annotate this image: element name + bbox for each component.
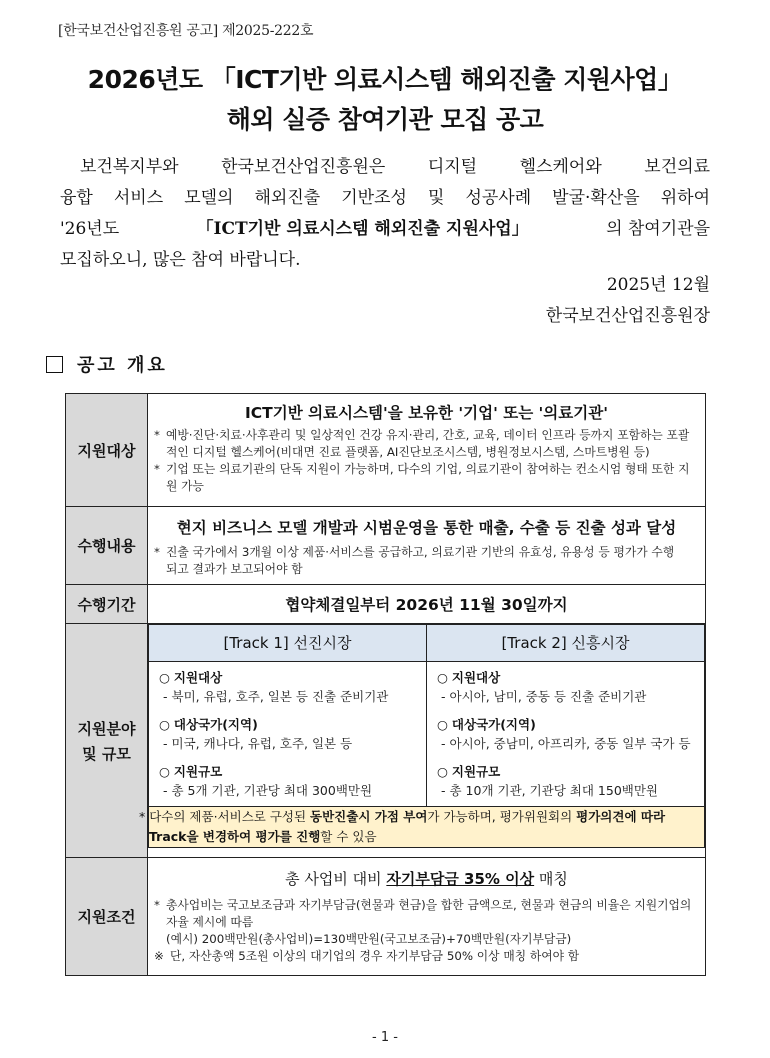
- row-target: [66, 394, 706, 507]
- row-condition: [66, 858, 706, 976]
- track-table: [139, 624, 705, 848]
- title-line-2: 해외 실증 참여기관 모집 공고: [226, 105, 544, 134]
- cell-target: [148, 394, 706, 507]
- label-target: 지원대상: [66, 394, 148, 507]
- track2-country: ○ 대상국가(지역) - 아시아, 중남미, 아프리카, 중동 일부 국가 등: [437, 717, 691, 751]
- announcement-date: 2025년 12월: [606, 275, 710, 295]
- track1-header: [Track 1] 선진시장: [149, 625, 427, 662]
- label-condition: 지원조건: [66, 858, 148, 976]
- target-head: ICT기반 의료시스템'을 보유한 '기업' 또는 '의료기관': [245, 404, 608, 422]
- condition-note-3: ※ 단, 자산총액 5조원 이상의 대기업의 경우 자기부담금 50% 이상 매칭 하여야 함: [154, 949, 580, 963]
- intro-line-1: 보건복지부와 한국보건산업진흥원은 디지털 헬스케어와 보건의료: [80, 157, 710, 177]
- condition-note-1: * 총사업비는 국고보조금과 자기부담금(현물과 현금)을 합한 금액으로, 현물과 현금의 비율은 지원기업의 자율 제시에 따름: [154, 898, 692, 929]
- track2-scale: ○ 지원규모 - 총 10개 기관, 기관당 최대 150백만원: [437, 764, 659, 798]
- condition-head: 총 사업비 대비 자기부담금 35% 이상 매칭: [285, 870, 568, 888]
- label-content: 수행내용: [66, 507, 148, 585]
- target-note-2: * 기업 또는 의료기관의 단독 지원이 가능하며, 다수의 기업, 의료기관이 참여하는 컨소시엄 형태 또한 지원 가능: [154, 462, 690, 493]
- content-head: 현지 비즈니스 모델 개발과 시범운영을 통한 매출, 수출 등 진출 성과 달성: [176, 519, 677, 537]
- cell-condition: [148, 858, 706, 976]
- track2-header: [Track 2] 신흥시장: [427, 625, 705, 662]
- period-value: 협약체결일부터 2026년 11월 30일까지: [285, 596, 568, 614]
- intro-line-3: [60, 216, 710, 242]
- notice-number: [한국보건산업진흥원 공고] 제2025-222호: [58, 23, 314, 39]
- track1-scale: ○ 지원규모 - 총 5개 기관, 기관당 최대 300백만원: [159, 764, 373, 798]
- intro-line-3-prefix: '26년도: [60, 219, 120, 239]
- row-content: [66, 507, 706, 585]
- intro-line-4: 모집하오니, 많은 참여 바랍니다.: [60, 250, 301, 270]
- row-field: [66, 624, 706, 858]
- condition-note-2: (예시) 200백만원(총사업비)=130백만원(국고보조금)+70백만원(자기부담금): [166, 932, 572, 946]
- track-note: * 다수의 제품·서비스로 구성된 동반진출시 가점 부여가 가능하며, 평가위원회의 평가의견에 따라 Track을 변경하여 평가를 진행할 수 있음: [149, 807, 705, 848]
- label-field: 지원분야 및 규모: [66, 624, 148, 858]
- target-note-1: * 예방·진단·치료·사후관리 및 일상적인 건강 유지·관리, 간호, 교육, 데이터 인프라 등까지 포함하는 포괄적인 디지털 헬스케어(비대면 진료 플랫폼, AI진단보조시스템, 병원정보시스템, 스마트병원 등): [154, 428, 690, 459]
- cell-period: [148, 585, 706, 624]
- label-period: 수행기간: [66, 585, 148, 624]
- square-bullet-icon: [46, 356, 63, 373]
- cell-field: [139, 624, 706, 858]
- intro-line-2: 융합 서비스 모델의 해외진출 기반조성 및 성공사례 발굴·확산을 위하여: [60, 188, 710, 208]
- intro-line-3-suffix: 의 참여기관을: [606, 219, 710, 239]
- cell-content: [148, 507, 706, 585]
- intro-program-name: 「ICT기반 의료시스템 해외진출 지원사업」: [196, 219, 529, 239]
- overview-table: [65, 393, 706, 976]
- track1-country: ○ 대상국가(지역) - 미국, 캐나다, 유럽, 호주, 일본 등: [159, 717, 353, 751]
- content-note-1: * 진출 국가에서 3개월 이상 제품·서비스를 공급하고, 의료기관 기반의 유효성, 유용성 등 평가가 수행되고 결과가 보고되어야 함: [154, 545, 675, 576]
- track1-target: ○ 지원대상 - 북미, 유럽, 호주, 일본 등 진출 준비기관: [159, 670, 389, 704]
- section-header: [46, 351, 168, 377]
- track2-body: [427, 662, 705, 807]
- section-title: 공고 개요: [77, 355, 168, 376]
- track2-target: ○ 지원대상 - 아시아, 남미, 중동 등 진출 준비기관: [437, 670, 647, 704]
- page-number: - 1 -: [372, 1030, 398, 1045]
- organization-name: 한국보건산업진흥원장: [545, 306, 710, 326]
- row-period: [66, 585, 706, 624]
- track1-body: [149, 662, 427, 807]
- title-line-1: 2026년도 「ICT기반 의료시스템 해외진출 지원사업」: [87, 65, 683, 94]
